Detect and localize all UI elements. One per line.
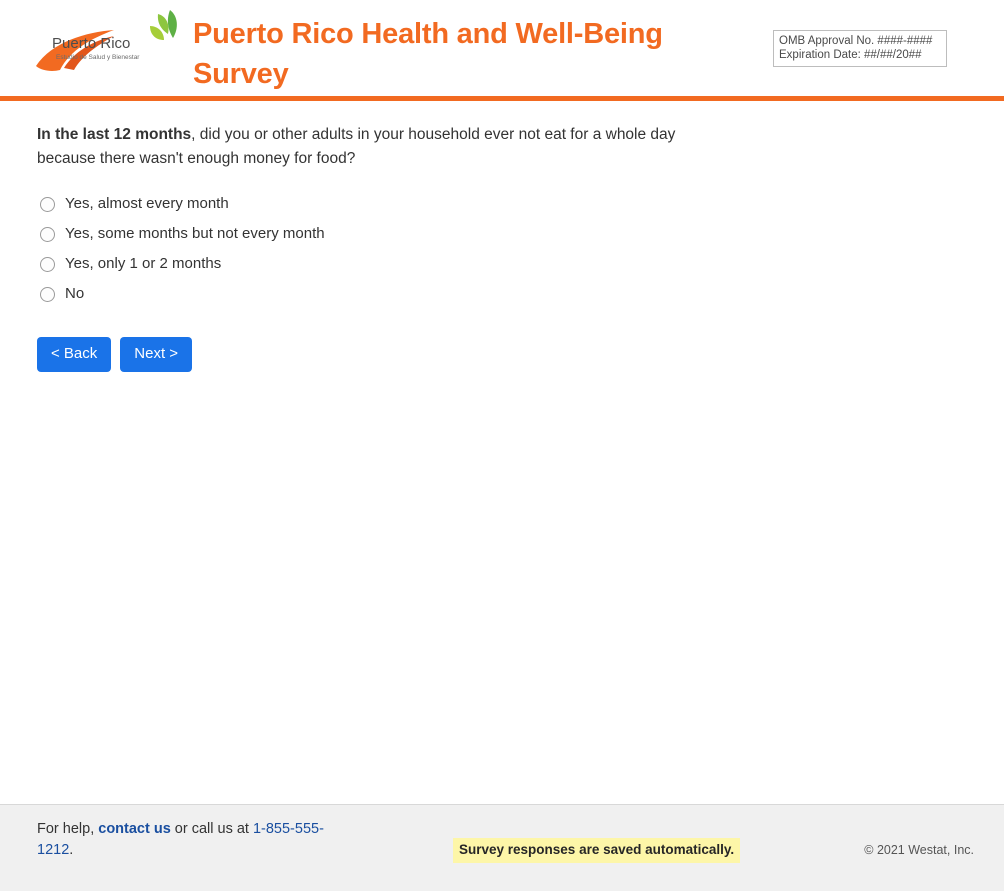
footer-help-middle: or call us at — [170, 821, 253, 837]
option-label-4[interactable]: No — [65, 285, 85, 302]
radio-button-icon-3[interactable] — [40, 257, 55, 272]
puerto-rico-logo — [30, 8, 180, 78]
radio-button-icon-4[interactable] — [40, 287, 55, 302]
omb-approval-box — [773, 30, 947, 67]
footer-phone-number[interactable]: 1-855-555-1212 — [37, 821, 324, 858]
question-lead: In the last 12 months — [37, 126, 192, 143]
question-rest: , did you or other adults in your household ever not eat for a whole day because there wasn't enough money for food? — [37, 126, 676, 167]
navigation-buttons — [37, 337, 974, 372]
footer-help-text — [37, 819, 337, 861]
page-header — [0, 0, 1004, 96]
autosave-notice: Survey responses are saved automatically. — [453, 838, 740, 863]
page-footer — [0, 804, 1004, 891]
logo-tagline: Estudio de Salud y Bienestar — [56, 54, 140, 61]
option-label-2[interactable]: Yes, some months but not every month — [65, 225, 325, 242]
question-text — [37, 123, 737, 171]
back-button[interactable]: < Back — [37, 337, 111, 372]
option-label-3[interactable]: Yes, only 1 or 2 months — [65, 255, 222, 272]
next-button[interactable]: Next > — [120, 337, 192, 372]
logo-wordmark: Puerto Rico — [52, 35, 131, 52]
survey-main — [0, 101, 1004, 804]
option-row-3[interactable] — [37, 249, 974, 279]
page-title: Puerto Rico Health and Well-Being Survey — [193, 18, 663, 90]
omb-approval-number: OMB Approval No. ####-#### — [779, 35, 933, 47]
answer-options — [37, 189, 974, 309]
option-row-4[interactable] — [37, 279, 974, 309]
option-row-2[interactable] — [37, 219, 974, 249]
footer-help-prefix: For help, — [37, 821, 99, 837]
footer-help-suffix: . — [69, 842, 74, 858]
omb-expiration-date: Expiration Date: ##/##/20## — [779, 49, 922, 61]
contact-us-link[interactable]: contact us — [98, 821, 171, 837]
radio-button-icon-2[interactable] — [40, 227, 55, 242]
copyright-text: © 2021 Westat, Inc. — [864, 843, 974, 857]
option-row-1[interactable] — [37, 189, 974, 219]
logo-graphic — [30, 8, 180, 78]
radio-button-icon-1[interactable] — [40, 197, 55, 212]
option-label-1[interactable]: Yes, almost every month — [65, 195, 229, 212]
